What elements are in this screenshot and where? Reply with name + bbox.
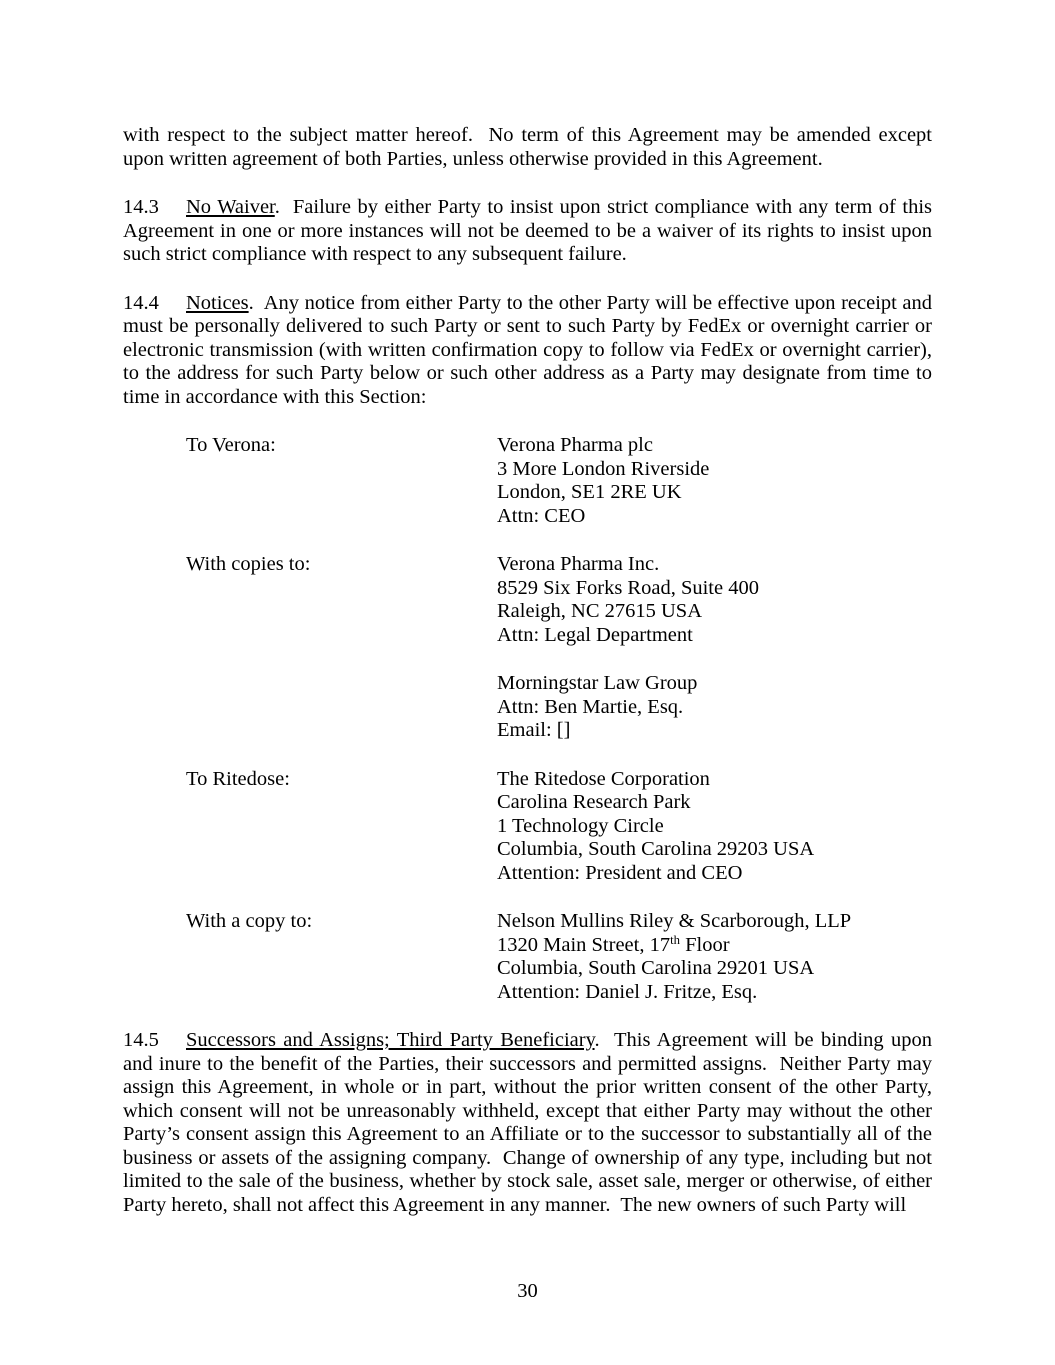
- address-line-text: 1320 Main Street, 17: [497, 933, 671, 956]
- section-body: . Failure by either Party to insist upon strict compliance with any term of this Agreement in one or more instances will not be deemed to be a waiver of its rights to insist upon such strict compliance with respect to any subsequent failure.: [123, 196, 938, 265]
- address-line: Morningstar Law Group: [497, 672, 698, 694]
- section-14-4: [123, 291, 938, 410]
- section-14-3: [123, 196, 938, 267]
- address-line: Attention: Daniel J. Fritze, Esq.: [497, 980, 758, 1003]
- section-body: . Any notice from either Party to the other Party will be effective upon receipt and must be personally delivered to such Party or sent to such Party by FedEx or overnight carrier or electronic transmission (with written confirmation copy to follow via FedEx or overnight carrier), to the address for such Party below or such other address as a Party may designate from time to time in accordance with this Section:: [123, 291, 938, 408]
- address-line: 3 More London Riverside: [497, 457, 710, 480]
- section-heading: Successors and Assigns; Third Party Beneficiary: [186, 1029, 595, 1051]
- address-line: 1 Technology Circle: [497, 814, 664, 837]
- notices-address-table: [186, 434, 932, 1004]
- address-line: London, SE1 2RE UK: [497, 481, 682, 503]
- section-body: . This Agreement will be binding upon and inure to the benefit of the Parties, their successors and permitted assigns. Neither Party may assign this Agreement, in whole or in part, without the prior written consent of the other Party, which consent will not be unreasonably withheld, except that either Party may without the other Party’s consent assign this Agreement to an Affiliate or to the successor to substantially all of the business or assets of the assigning company. Change of ownership of any type, including but not limited to the sale of the business, whether by stock sale, asset sale, merger or otherwise, of either Party hereto, shall not affect this Agreement in any manner. The new owners of such Party will: [123, 1029, 938, 1216]
- address-line-text: Floor: [679, 933, 730, 956]
- notice-address: [497, 910, 932, 1004]
- address-line: Carolina Research Park: [497, 791, 691, 813]
- section-heading: Notices: [186, 291, 249, 314]
- address-line: The Ritedose Corporation: [497, 767, 710, 790]
- address-line: Columbia, South Carolina 29203 USA: [497, 838, 815, 860]
- address-line: Verona Pharma Inc.: [497, 553, 660, 575]
- section-heading: No Waiver: [186, 196, 275, 218]
- address-line: Attention: President and CEO: [497, 861, 743, 884]
- notice-label: With a copy to:: [186, 910, 313, 932]
- paragraph-text: with respect to the subject matter hereof. No term of this Agreement may be amended except upon written agreement of both Parties, unless otherwise provided in this Agreement.: [123, 124, 938, 170]
- address-line: Columbia, South Carolina 29201 USA: [497, 957, 815, 979]
- section-14-5: [123, 1029, 938, 1217]
- address-line: Email: []: [497, 719, 571, 741]
- address-line: Attn: Legal Department: [497, 623, 693, 646]
- notice-label: To Verona:: [186, 434, 276, 456]
- notice-row-morningstar: [186, 672, 932, 743]
- notice-address: [497, 768, 932, 886]
- continuation-paragraph: [123, 124, 938, 171]
- notice-row-ritedose: [186, 768, 932, 886]
- ordinal-superscript: th: [670, 932, 680, 947]
- notice-address: [497, 434, 932, 528]
- section-number: 14.3: [123, 196, 159, 218]
- notice-row-ritedose-copy: [186, 910, 932, 1004]
- notice-row-verona: [186, 434, 932, 528]
- address-line: [497, 934, 932, 958]
- notice-address: [497, 553, 932, 647]
- notice-label: With copies to:: [186, 553, 311, 575]
- notice-label: [186, 672, 497, 743]
- address-line: Raleigh, NC 27615 USA: [497, 600, 702, 622]
- notice-label: To Ritedose:: [186, 767, 290, 790]
- notice-row-verona-copies: [186, 553, 932, 647]
- address-line: Attn: Ben Martie, Esq.: [497, 695, 684, 718]
- section-number: 14.5: [123, 1029, 159, 1051]
- page-number: 30: [517, 1280, 538, 1302]
- address-line: Verona Pharma plc: [497, 434, 653, 456]
- notice-address: [497, 672, 932, 743]
- address-line: 8529 Six Forks Road, Suite 400: [497, 576, 759, 599]
- section-number: 14.4: [123, 291, 159, 314]
- address-line: Nelson Mullins Riley & Scarborough, LLP: [497, 910, 852, 932]
- address-line: Attn: CEO: [497, 504, 586, 527]
